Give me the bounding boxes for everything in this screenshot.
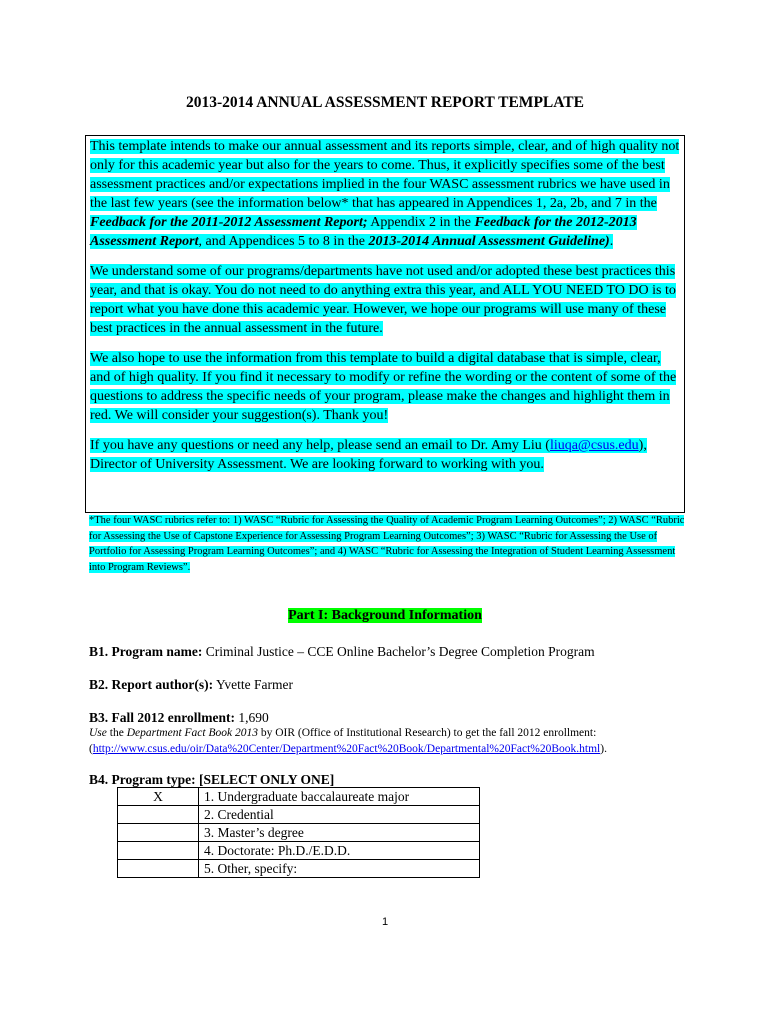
intro-paragraph-4-highlight (90, 438, 647, 472)
intro-paragraph-1 (90, 137, 680, 251)
fact-book-title: Department Fact Book 2013 (126, 727, 258, 739)
part1-heading-text: Part I: Background Information (288, 608, 482, 623)
enrollment-field (89, 709, 269, 726)
enrollment-label: B3. Fall 2012 enrollment: (89, 710, 235, 725)
table-row (118, 788, 480, 806)
page-number: 1 (381, 916, 389, 928)
intro-text: . (609, 234, 614, 249)
selection-cell[interactable] (118, 806, 199, 824)
intro-guideline-title: 2013-2014 Annual Assessment Guideline) (368, 234, 610, 249)
intro-paragraph-2-text: We understand some of our programs/departments have not used and/or adopted these best practices this year, and that is okay. You do not need to do anything extra this year, and ALL YOU NEED TO DO is to report what you have done this academic year. However, we hope our programs will use many of these best practices in the annual assessment in the future. (90, 264, 676, 336)
selection-cell[interactable]: X (118, 788, 199, 806)
intro-feedback-2011-title: Feedback for the 2011-2012 Assessment Report; (90, 215, 368, 230)
table-row (118, 842, 480, 860)
note-text: by OIR (Office of Institutional Research) to get the fall 2012 enrollment: (257, 727, 597, 739)
note-text: ). (600, 743, 607, 755)
program-type-label: B4. Program type: [SELECT ONLY ONE] (89, 772, 335, 787)
intro-paragraph-4 (90, 436, 680, 474)
intro-paragraph-3-text: We also hope to use the information from this template to build a digital database that is simple, clear, and of high quality. If you find it necessary to modify or refine the wording or the content of some of the questions to address the specific needs of your program, please make the changes and highlight them in red. We will consider your suggestion(s). Thank you! (90, 351, 677, 423)
page-title: 2013-2014 ANNUAL ASSESSMENT REPORT TEMPLATE (186, 94, 584, 111)
option-label: 3. Master’s degree (199, 824, 480, 842)
intro-paragraph-2 (90, 262, 680, 338)
option-label: 2. Credential (199, 806, 480, 824)
option-label: 4. Doctorate: Ph.D./E.D.D. (199, 842, 480, 860)
program-name-value[interactable]: Criminal Justice – CCE Online Bachelor’s Degree Completion Program (202, 644, 595, 659)
report-author-field (89, 676, 293, 693)
program-name-field (89, 643, 595, 660)
selection-cell[interactable] (118, 842, 199, 860)
table-row (118, 860, 480, 878)
report-author-value[interactable]: Yvette Farmer (213, 677, 293, 692)
program-type-heading (89, 771, 334, 788)
intro-text: Appendix 2 in the (367, 215, 475, 230)
note-text: Use (89, 727, 107, 739)
intro-text: ), Director of University Assessment. We are looking forward to working with you. (90, 438, 647, 472)
note-text: the (106, 727, 127, 739)
program-type-table (117, 787, 480, 878)
intro-paragraph-3 (90, 349, 680, 425)
part1-heading (0, 608, 770, 624)
option-label: 5. Other, specify: (199, 860, 480, 878)
wasc-footnote (89, 513, 689, 575)
fact-book-link[interactable]: http://www.csus.edu/oir/Data%20Center/Department%20Fact%20Book/Departmental%20Fact%20Book.html (92, 743, 601, 755)
intro-text: If you have any questions or need any help, please send an email to Dr. Amy Liu ( (90, 438, 550, 453)
table-row (118, 806, 480, 824)
intro-text: , and Appendices 5 to 8 in the (198, 234, 369, 249)
intro-feedback-2012-title: Feedback for the 2012-2013 Assessment Report (90, 215, 637, 249)
option-label: 1. Undergraduate baccalaureate major (199, 788, 480, 806)
intro-text: This template intends to make our annual assessment and its reports simple, clear, and of high quality not only for this academic year but also for the years to come. Thus, it explicitly specifies some of the best assessment practices and/or expectations implied in the four WASC assessment rubrics we have used in the last few years (see the information below* that has appeared in Appendices 1, 2a, 2b, and 7 in the (90, 139, 680, 211)
intro-paragraph-1-highlight (90, 139, 679, 249)
selection-cell[interactable] (118, 824, 199, 842)
intro-box (85, 135, 685, 513)
program-name-label: B1. Program name: (89, 644, 203, 659)
contact-email-link[interactable]: liuqa@csus.edu (549, 438, 639, 453)
report-author-label: B2. Report author(s): (89, 677, 214, 692)
enrollment-note (89, 725, 729, 757)
note-text: ( (89, 743, 93, 755)
enrollment-value[interactable]: 1,690 (235, 710, 269, 725)
selection-cell[interactable] (118, 860, 199, 878)
table-row (118, 824, 480, 842)
wasc-footnote-text: *The four WASC rubrics refer to: 1) WASC “Rubric for Assessing the Quality of Academic Program Learning Outcomes”; 2) WASC “Rubric for Assessing the Use of Capstone Experience for Assessing Program Learning Outcomes”; 3) WASC “Rubric for Assessing the Use of Portfolio for Assessing Program Learning Outcomes”; and 4) WASC “Rubric for Assessing the Integration of Student Learning Assessment into Program Reviews”. (89, 515, 685, 573)
